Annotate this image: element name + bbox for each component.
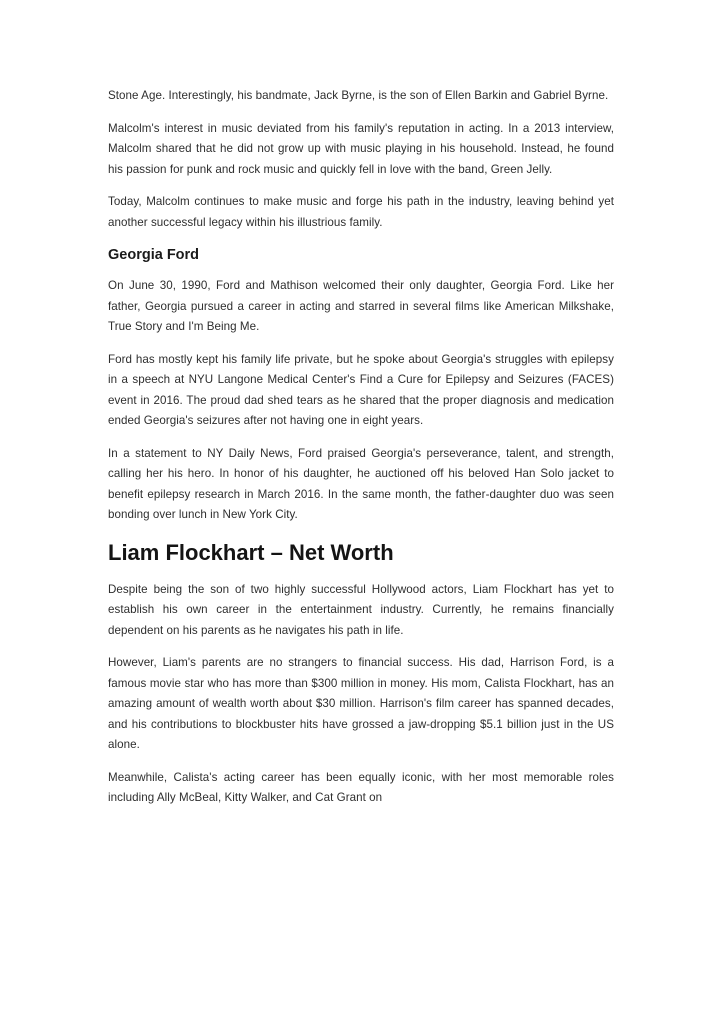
paragraph-georgia-1: On June 30, 1990, Ford and Mathison welcomed their only daughter, Georgia Ford. Like her father, Georgia pursued a career in acting and starred in several films like American Milkshake, True Story and I'm Being Me. [108,279,614,333]
paragraph-intro-1: Stone Age. Interestingly, his bandmate, Jack Byrne, is the son of Ellen Barkin and Gabriel Byrne. [108,89,609,102]
paragraph-liam-3: Meanwhile, Calista's acting career has been equally iconic, with her most memorable roles including Ally McBeal, Kitty Walker, and Cat Grant on [108,770,614,804]
section-heading-georgia-ford: Georgia Ford [108,247,200,263]
paragraph-georgia-3: In a statement to NY Daily News, Ford praised Georgia's perseverance, talent, and strength, calling her his hero. In honor of his daughter, he auctioned off his beloved Han Solo jacket to benefit epilepsy research in March 2016. In the same month, the father-daughter duo was seen bonding over lunch in New York City. [108,446,614,521]
paragraph-intro-2: Malcolm's interest in music deviated from his family's reputation in acting. In a 2013 interview, Malcolm shared that he did not grow up with music playing in his household. Instead, he found his passion for punk and rock music and quickly fell in love with the band, Green Jelly. [108,121,614,176]
paragraph-intro-3: Today, Malcolm continues to make music and forge his path in the industry, leaving behind yet another successful legacy within his illustrious family. [108,195,614,229]
paragraph-liam-1: Despite being the son of two highly successful Hollywood actors, Liam Flockhart has yet to establish his own career in the entertainment industry. Currently, he remains financially dependent on his parents as he navigates his path in life. [108,582,614,637]
paragraph-georgia-2: Ford has mostly kept his family life private, but he spoke about Georgia's struggles with epilepsy in a speech at NYU Langone Medical Center's Find a Cure for Epilepsy and Seizures (FACES) event in 2016. The proud dad shed tears as he shared that the proper diagnosis and medication ended Georgia's seizures after not having one in eight years. [108,352,614,427]
section-heading-liam-net-worth: Liam Flockhart – Net Worth [108,539,394,565]
paragraph-liam-2: However, Liam's parents are no strangers to financial success. His dad, Harrison Ford, is a famous movie star who has more than $300 million in money. His mom, Calista Flockhart, has an amazing amount of wealth worth about $30 million. Harrison's film career has spanned decades, and his contributions to blockbuster hits have grossed a jaw-dropping $5.1 billion just in the US alone. [108,656,614,751]
document-page [108,86,614,821]
